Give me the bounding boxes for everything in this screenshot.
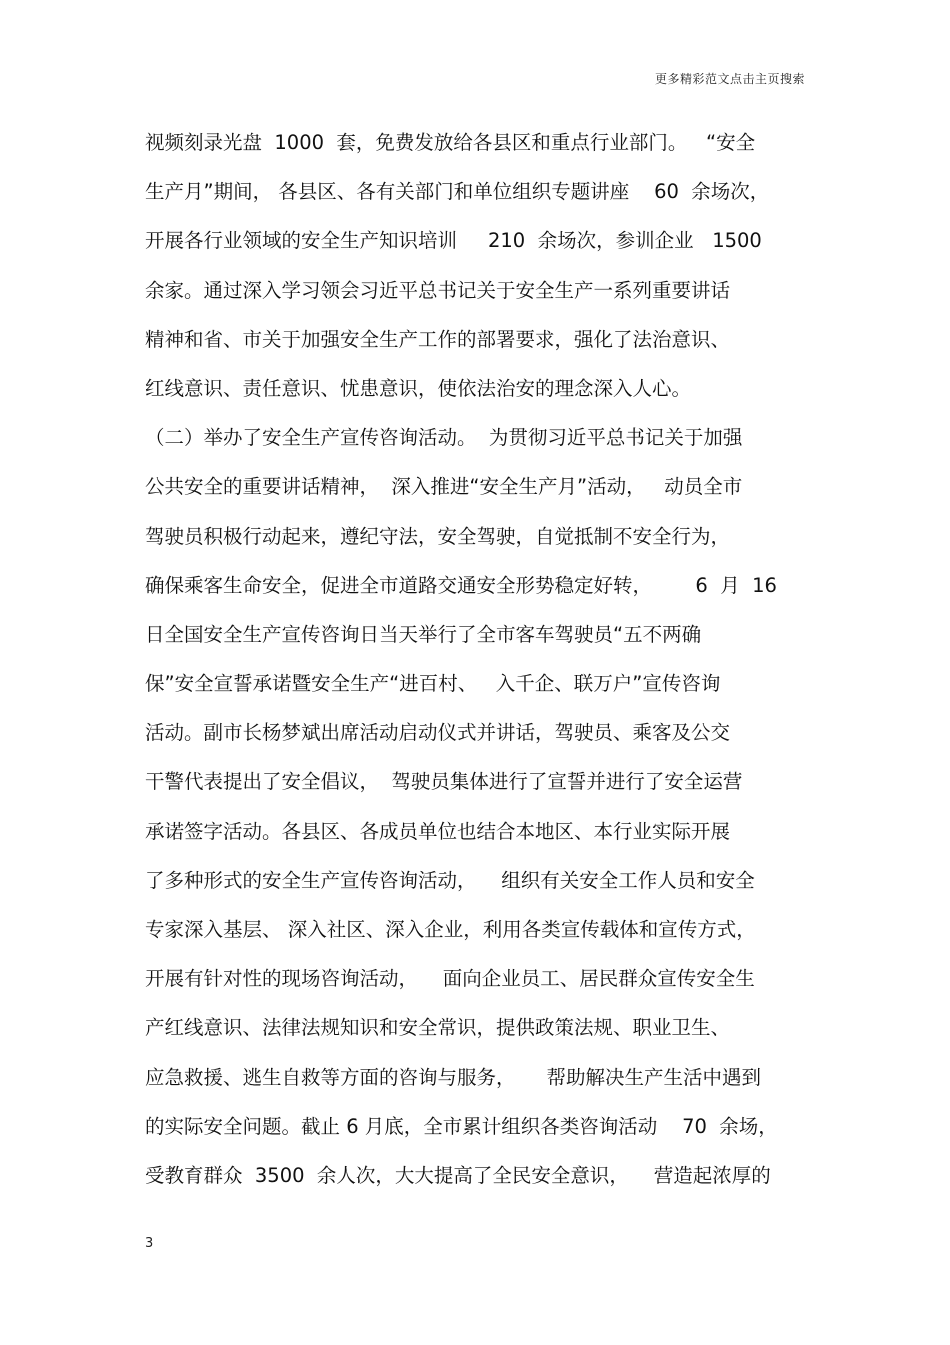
text-line: 活动。副市长杨梦斌出席活动启动仪式并讲话，驾驶员、乘客及公交 bbox=[145, 721, 731, 745]
header-note: 更多精彩范文点击主页搜索 bbox=[654, 72, 805, 86]
text-line: 了多种形式的安全生产宣传咨询活动， 组织有关安全工作人员和安全 bbox=[145, 868, 755, 892]
text-line: 承诺签字活动。各县区、各成员单位也结合本地区、本行业实际开展 bbox=[145, 819, 731, 843]
text-line: 产红线意识、法律法规知识和安全常识，提供政策法规、职业卫生、 bbox=[145, 1016, 731, 1040]
text-line: 视频刻录光盘 1000 套，免费发放给各县区和重点行业部门。 “安全 bbox=[145, 131, 756, 154]
text-line: 生产月”期间， 各县区、各有关部门和单位组织专题讲座 60 余场次， bbox=[145, 180, 770, 204]
text-line: （二）举办了安全生产宣传咨询活动。 为贯彻习近平总书记关于加强 bbox=[145, 426, 743, 450]
text-line: 确保乘客生命安全，促进全市道路交通安全形势稳定好转， 6 月 16 bbox=[145, 573, 777, 597]
text-line: 保”安全宣誓承诺暨安全生产“进百村、 入千企、联万户”宣传咨询 bbox=[145, 672, 721, 696]
text-line: 开展有针对性的现场咨询活动， 面向企业员工、居民群众宣传安全生 bbox=[145, 967, 755, 991]
text-line: 精神和省、市关于加强安全生产工作的部署要求，强化了法治意识、 bbox=[145, 327, 731, 351]
text-line: 余家。通过深入学习领会习近平总书记关于安全生产一系列重要讲话 bbox=[145, 278, 731, 302]
text-line: 应急救援、逃生自救等方面的咨询与服务， 帮助解决生产生活中遇到 bbox=[145, 1065, 761, 1089]
text-line: 公共安全的重要讲话精神， 深入推进“安全生产月”活动， 动员全市 bbox=[145, 475, 743, 499]
text-line: 的实际安全问题。截止 6 月底，全市累计组织各类咨询活动 70 余场， bbox=[145, 1114, 778, 1138]
text-line: 干警代表提出了安全倡议， 驾驶员集体进行了宣誓并进行了安全运营 bbox=[145, 770, 743, 794]
text-line: 开展各行业领域的安全生产知识培训 210 余场次，参训企业 1500 bbox=[145, 229, 762, 253]
text-line: 驾驶员积极行动起来，遵纪守法，安全驾驶，自觉抵制不安全行为， bbox=[145, 524, 731, 548]
text-line: 专家深入基层、 深入社区、深入企业，利用各类宣传载体和宣传方式， bbox=[145, 918, 756, 941]
text-line: 红线意识、责任意识、忧患意识，使依法治安的理念深入人心。 bbox=[145, 376, 692, 400]
page-number: 3 bbox=[145, 1236, 154, 1251]
body-text bbox=[145, 126, 815, 1208]
text-line: 日全国安全生产宣传咨询日当天举行了全市客车驾驶员“五不两确 bbox=[145, 622, 702, 646]
text-line: 受教育群众 3500 余人次，大大提高了全民安全意识， 营造起浓厚的 bbox=[145, 1163, 771, 1187]
